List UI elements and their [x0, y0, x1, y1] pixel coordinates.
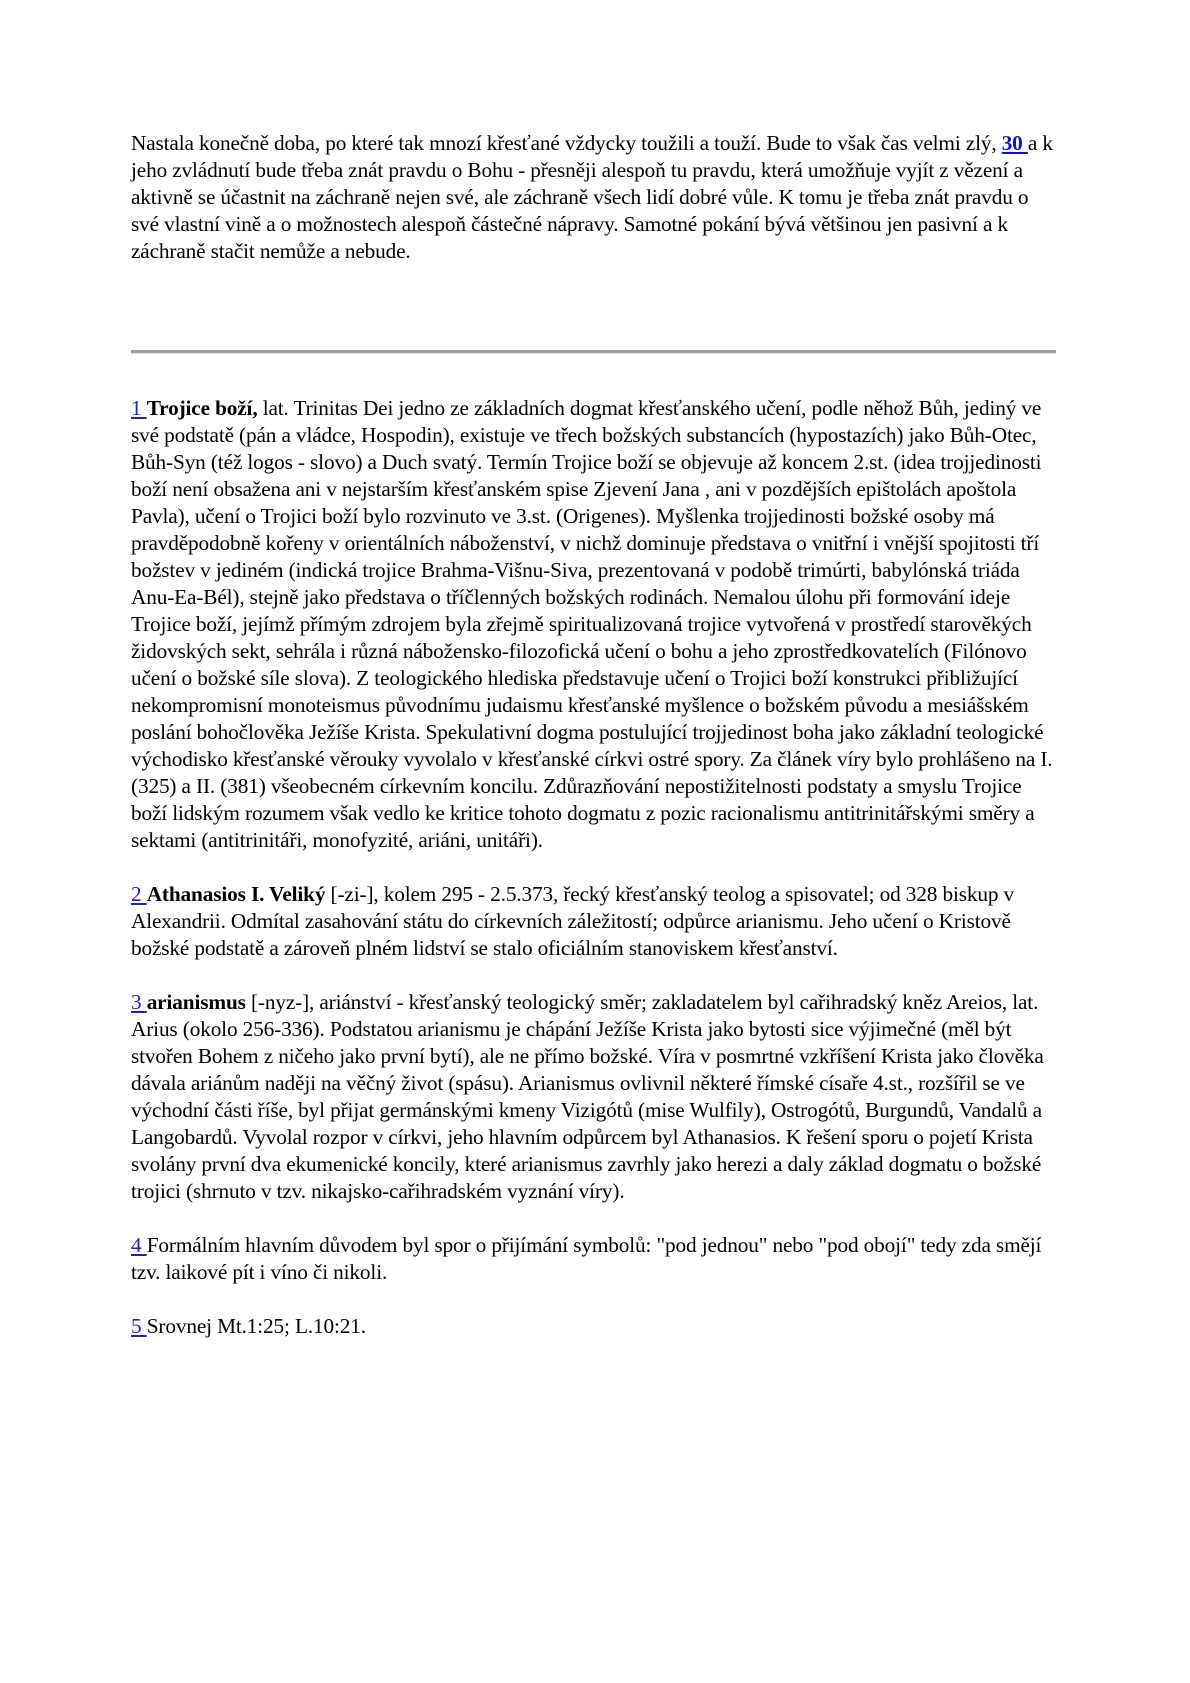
intro-text-before: Nastala konečně doba, po které tak mnozí křesťané vždycky toužili a touží. Bude to však čas velmi zlý,: [131, 131, 1002, 155]
footnote-5: [131, 1313, 1061, 1340]
footnote-1-text: lat. Trinitas Dei jedno ze základních dogmat křesťanského učení, podle něhož Bůh, jediný ve své podstatě (pán a vládce, Hospodin), existuje ve třech božských substancích (hypostazích) jako Bůh-Otec, Bůh-Syn (též logos - slovo) a Duch svatý. Termín Trojice boží se objevuje až koncem 2.st. (idea trojjedinosti boží není obsažena ani v nejstarším křesťanském spise Zjevení Jana , ani v pozdějších epištolách apoštola Pavla), učení o Trojici boží bylo rozvinuto ve 3.st. (Origenes). Myšlenka trojjedinosti božské osoby má pravděpodobně kořeny v orientálních náboženství, v nichž dominuje představa o vnitřní i vnější spojitosti tří božstev v jediném (indická trojice Brahma-Višnu-Siva, prezentovaná v podobě trimúrti, babylónská triáda Anu-Ea-Bél), stejně jako představa o tříčlenných božských rodinách. Nemalou úlohu při formování ideje Trojice boží, jejímž přímým zdrojem byla zřejmě spiritualizovaná trojice vytvořená v prostředí starověkých židovských sekt, sehrála i různá nábožensko-filozofická učení o bohu a jeho zprostředkovatelích (Filónovo učení o božské síle slova). Z teologického hlediska představuje učení o Trojici boží konstrukci přibližující nekompromisní monoteismus původnímu judaismu křesťanské myšlence o božském původu a mesiášském poslání bohočlověka Ježíše Krista. Spekulativní dogma postulující trojjedinost boha jako základní teologické východisko křesťanské věrouky vyvolalo v křesťanské církvi ostré spory. Za článek víry bylo prohlášeno na I. (325) a II. (381) všeobecném církevním koncilu. Zdůrazňování nepostižitelnosti podstaty a smyslu Trojice boží lidským rozumem však vedlo ke kritice tohoto dogmatu z pozic racionalismu antitrinitářskými směry a sektami (antitrinitáři, monofyzité, ariáni, unitáři).: [131, 396, 1053, 852]
intro-section: [131, 130, 1061, 265]
footnote-1-backlink[interactable]: 1: [131, 396, 147, 420]
intro-text-after: a k jeho zvládnutí bude třeba znát pravdu o Bohu - přesněji alespoň tu pravdu, která umožňuje vyjít z vězení a aktivně se účastnit na záchraně nejen své, ale záchraně všech lidí dobré vůle. K tomu je třeba znát pravdu o své vlastní vině a o možnostech alespoň částečné nápravy. Samotné pokání bývá většinou jen pasivní a k záchraně stačit nemůže a nebude.: [131, 131, 1053, 263]
footnotes-divider: [131, 350, 1056, 354]
footnote-2-text: [-zi-], kolem 295 - 2.5.373, řecký křesťanský teolog a spisovatel; od 328 biskup v Alexandrii. Odmítal zasahování státu do církevních záležitostí; odpůrce arianismu. Jeho učení o Kristově božské podstatě a zároveň plném lidství se stalo oficiálním stanoviskem křesťanství.: [131, 882, 1015, 960]
footnote-1-term: Trojice boží,: [146, 396, 258, 420]
footnote-2-term: Athanasios I. Veliký: [146, 882, 326, 906]
footnote-2-backlink[interactable]: 2: [131, 882, 147, 906]
footnote-4: [131, 1232, 1061, 1286]
footnote-4-backlink[interactable]: 4: [131, 1233, 147, 1257]
footnote-link-30[interactable]: 30: [1001, 131, 1028, 155]
footnote-3-text: [-nyz-], ariánství - křesťanský teologický směr; zakladatelem byl cařihradský kněz Areios, lat. Arius (okolo 256-336). Podstatou arianismu je chápání Ježíše Krista jako bytosti sice výjimečné (měl být stvořen Bohem z ničeho jako první bytí), ale ne přímo božské. Víra v posmrtné vzkříšení Krista jako člověka dávala ariánům naději na věčný život (spásu). Arianismus ovlivnil některé římské císaře 4.st., rozšířil se ve východní části říše, byl přijat germánskými kmeny Vizigótů (mise Wulfily), Ostrogótů, Burgundů, Vandalů a Langobardů. Vyvolal rozpor v církvi, jeho hlavním odpůrcem byl Athanasios. K řešení sporu o pojetí Krista svolány první dva ekumenické koncily, které arianismus zavrhly jako herezi a daly základ dogmatu o božské trojici (shrnuto v tzv. nikajsko-cařihradském vyznání víry).: [131, 990, 1044, 1203]
intro-paragraph: [131, 130, 1061, 265]
footnote-5-backlink[interactable]: 5: [131, 1314, 147, 1338]
footnote-3: [131, 989, 1061, 1205]
footnote-1: [131, 395, 1061, 854]
footnote-4-text: Formálním hlavním důvodem byl spor o přijímání symbolů: "pod jednou" nebo "pod obojí" tedy zda smějí tzv. laikové pít i víno či nikoli.: [131, 1233, 1042, 1284]
footnote-5-text: Srovnej Mt.1:25; L.10:21.: [146, 1314, 366, 1338]
footnote-3-backlink[interactable]: 3: [131, 990, 147, 1014]
footnotes-list: [131, 395, 1061, 1367]
footnote-2: [131, 881, 1061, 962]
footnote-3-term: arianismus: [146, 990, 246, 1014]
